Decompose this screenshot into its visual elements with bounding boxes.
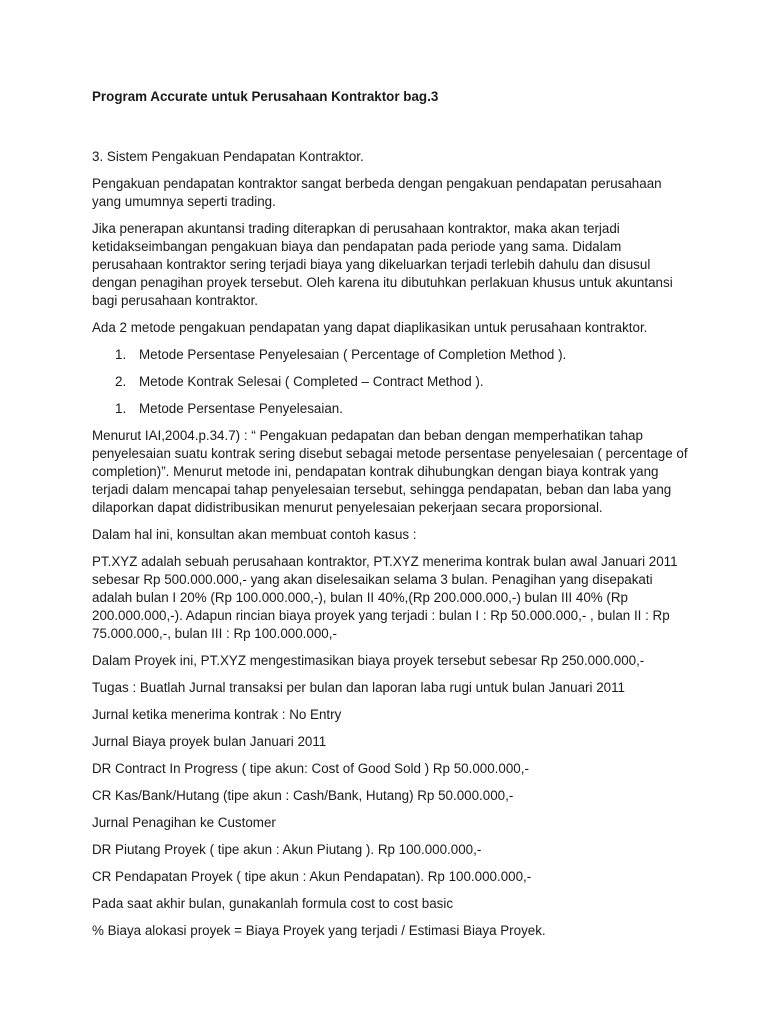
method-list <box>92 346 692 418</box>
document-title: Program Accurate untuk Perusahaan Kontraktor bag.3 <box>92 89 439 104</box>
list-item <box>92 400 692 418</box>
list-item <box>92 373 692 391</box>
paragraph: Tugas : Buatlah Jurnal transaksi per bulan dan laporan laba rugi untuk bulan Januari 2011 <box>92 680 626 695</box>
list-item-text: Metode Persentase Penyelesaian. <box>139 401 343 416</box>
paragraph: Jika penerapan akuntansi trading diterapkan di perusahaan kontraktor, maka akan terjadi ketidakseimbangan pengakuan biaya dan pendapatan pada periode yang sama. Didalam perusahaan kontraktor sering terjadi biaya yang dikeluarkan terjadi terlebih dahulu dan disusul dengan penagihan proyek tersebut. Oleh karena itu dibutuhkan perlakuan khusus untuk akuntansi bagi perusahaan kontraktor. <box>92 221 673 308</box>
paragraph: Ada 2 metode pengakuan pendapatan yang dapat diaplikasikan untuk perusahaan kontraktor. <box>92 320 648 335</box>
paragraph: Jurnal Biaya proyek bulan Januari 2011 <box>92 734 327 749</box>
journal-entry: DR Contract In Progress ( tipe akun: Cost of Good Sold ) Rp 50.000.000,- <box>92 761 529 776</box>
journal-entry: CR Pendapatan Proyek ( tipe akun : Akun Pendapatan). Rp 100.000.000,- <box>92 869 532 884</box>
list-item-text: Metode Kontrak Selesai ( Completed – Contract Method ). <box>139 374 484 389</box>
journal-entry: DR Piutang Proyek ( tipe akun : Akun Piutang ). Rp 100.000.000,- <box>92 842 482 857</box>
paragraph: Pengakuan pendapatan kontraktor sangat berbeda dengan pengakuan pendapatan perusahaan yang umumnya seperti trading. <box>92 176 662 209</box>
list-item-text: Metode Persentase Penyelesaian ( Percentage of Completion Method ). <box>139 347 567 362</box>
list-item <box>92 346 692 364</box>
paragraph: PT.XYZ adalah sebuah perusahaan kontraktor, PT.XYZ menerima kontrak bulan awal Januari 2011 sebesar Rp 500.000.000,- yang akan diselesaikan selama 3 bulan. Penagihan yang disepakati adalah bulan I 20% (Rp 100.000.000,-), bulan II 40%,(Rp 200.000.000,-) bulan III 40% (Rp 200.000.000,-). Adapun rincian biaya proyek yang terjadi : bulan I : Rp 50.000.000,- , bulan II : Rp 75.000.000,-, bulan III : Rp 100.000.000,- <box>92 554 678 641</box>
paragraph: Dalam hal ini, konsultan akan membuat contoh kasus : <box>92 527 417 542</box>
journal-entry: CR Kas/Bank/Hutang (tipe akun : Cash/Bank, Hutang) Rp 50.000.000,- <box>92 788 514 803</box>
section-heading: 3. Sistem Pengakuan Pendapatan Kontraktor. <box>92 149 364 164</box>
paragraph: Menurut IAI,2004.p.34.7) : “ Pengakuan pedapatan dan beban dengan memperhatikan tahap penyelesaian suatu kontrak sering disebut sebagai metode persentase penyelesaian ( percentage of completion)”. Menurut metode ini, pendapatan kontrak dihubungkan dengan biaya kontrak yang terjadi dalam mencapai tahap penyelesaian tersebut, sehingga pendapatan, beban dan laba yang dilaporkan dapat didistribusikan menurut penyelesaian pekerjaan secara proporsional. <box>92 428 688 515</box>
paragraph: Jurnal ketika menerima kontrak : No Entry <box>92 707 342 722</box>
paragraph: Pada saat akhir bulan, gunakanlah formula cost to cost basic <box>92 896 454 911</box>
list-item-number: 1. <box>115 401 127 416</box>
paragraph: Jurnal Penagihan ke Customer <box>92 815 276 830</box>
document-page <box>92 88 692 949</box>
list-item-number: 2. <box>115 374 127 389</box>
list-item-number: 1. <box>115 347 127 362</box>
paragraph: Dalam Proyek ini, PT.XYZ mengestimasikan biaya proyek tersebut sebesar Rp 250.000.000,- <box>92 653 645 668</box>
formula: % Biaya alokasi proyek = Biaya Proyek yang terjadi / Estimasi Biaya Proyek. <box>92 923 546 938</box>
